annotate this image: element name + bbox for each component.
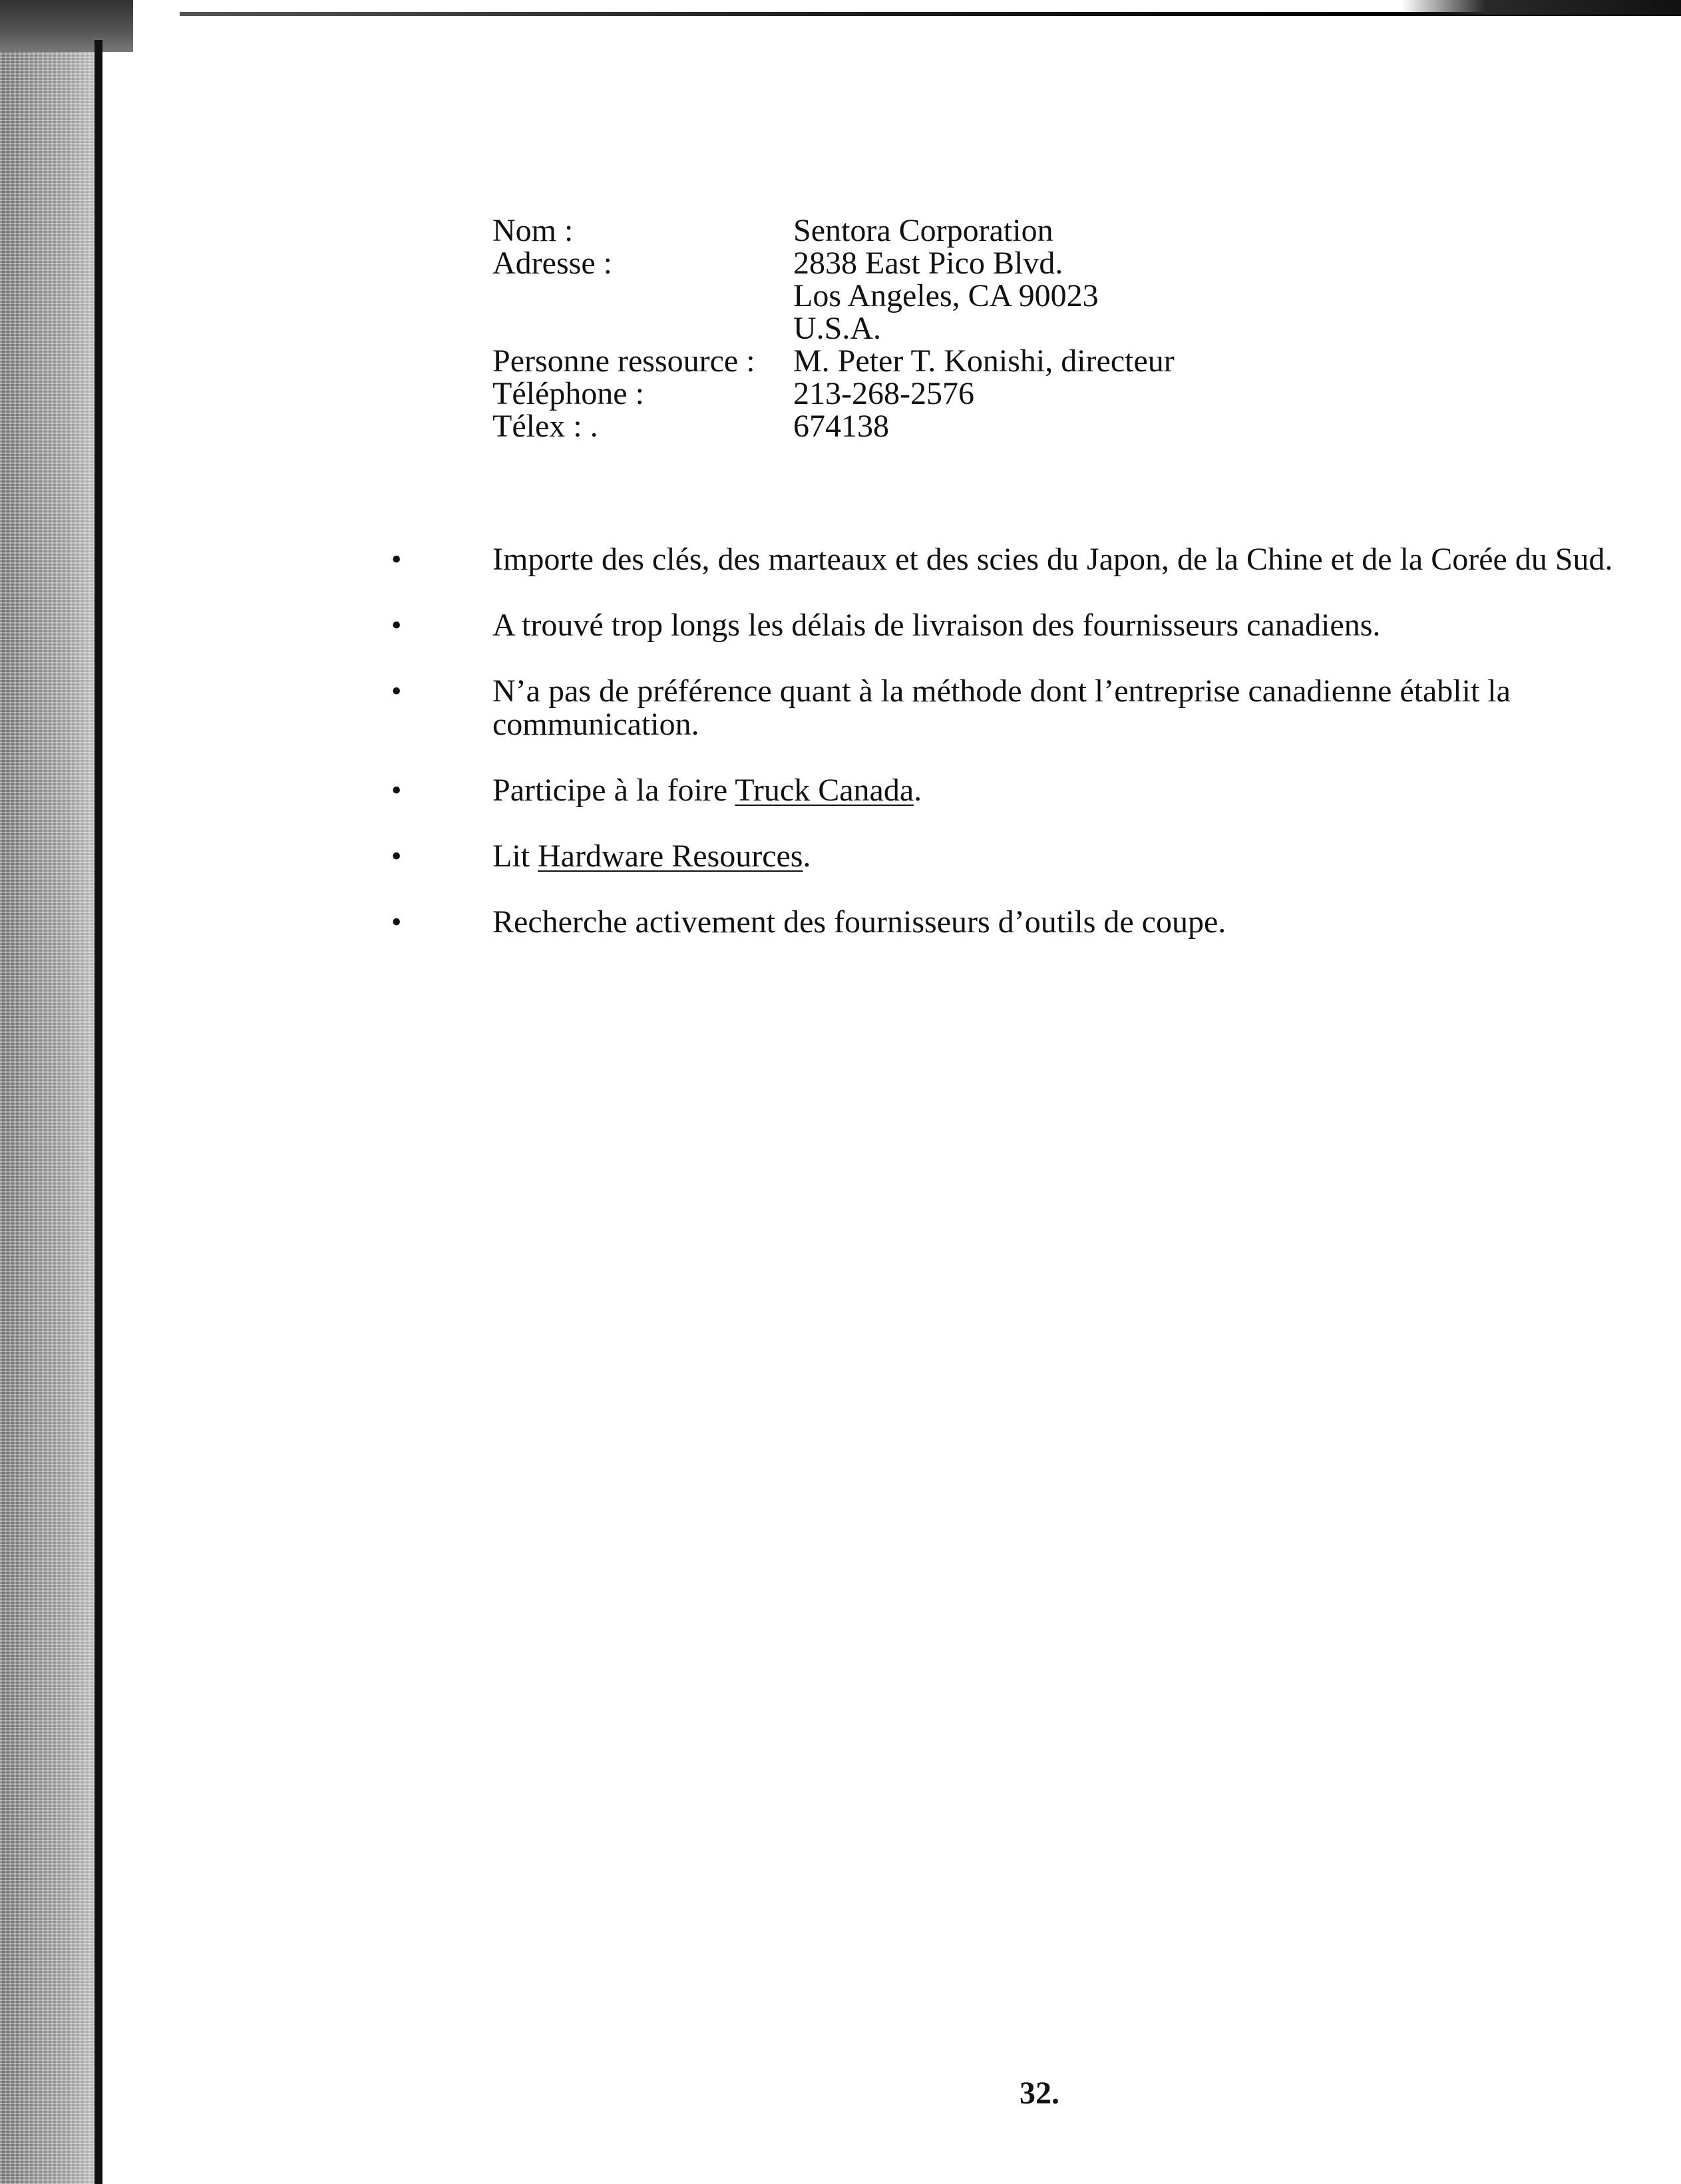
contact-value: U.S.A.	[793, 311, 882, 346]
list-item	[391, 543, 1672, 576]
contact-label	[492, 312, 793, 345]
bullet-text: Importe des clés, des marteaux et des scies du Japon, de la Chine et de la Corée du Sud.	[492, 542, 1613, 577]
contact-value: 674138	[793, 409, 889, 444]
list-item	[391, 774, 1672, 807]
bullet-marker: •	[391, 906, 402, 938]
bullet-text: N’a pas de préférence quant à la méthode dont l’entreprise canadienne établit la communication.	[492, 673, 1511, 742]
trade-show-name: Truck Canada	[735, 773, 914, 808]
contact-label: Téléphone :	[492, 376, 644, 411]
contact-label: Adresse :	[492, 246, 612, 281]
page-number: 32.	[1020, 2076, 1059, 2111]
list-item	[391, 840, 1672, 873]
list-item	[391, 675, 1672, 741]
contact-label: Télex : .	[492, 409, 598, 444]
bullet-marker: •	[391, 774, 402, 807]
contact-value: Los Angeles, CA 90023	[793, 278, 1099, 313]
list-item	[391, 609, 1672, 642]
contact-block	[492, 214, 1175, 443]
bullet-marker: •	[391, 609, 402, 641]
contact-row-telex	[492, 410, 1175, 443]
scan-edge-line	[94, 40, 102, 2184]
contact-row-person	[492, 345, 1175, 377]
scan-edge	[0, 0, 100, 2184]
contact-value: M. Peter T. Konishi, directeur	[793, 343, 1175, 379]
contact-row-address-country	[492, 312, 1175, 345]
contact-row-address-city	[492, 279, 1175, 312]
contact-row-address	[492, 247, 1175, 279]
bullet-text: Recherche activement des fournisseurs d’outils de coupe.	[492, 904, 1226, 940]
bullet-text-prefix: Lit	[492, 838, 538, 874]
bullet-text-suffix: .	[803, 838, 811, 874]
publication-name: Hardware Resources	[538, 838, 803, 874]
bullet-list	[391, 543, 1672, 972]
contact-value: Sentora Corporation	[793, 213, 1053, 248]
contact-value: 213-268-2576	[793, 376, 974, 411]
bullet-marker: •	[391, 840, 402, 872]
bullet-marker: •	[391, 675, 402, 707]
contact-row-phone	[492, 377, 1175, 410]
bullet-text	[492, 840, 1672, 873]
bullet-text: A trouvé trop longs les délais de livraison des fournisseurs canadiens.	[492, 608, 1381, 643]
bullet-marker: •	[391, 543, 402, 576]
scan-top-corner	[0, 0, 133, 52]
bullet-text-suffix: .	[914, 773, 922, 808]
contact-value: 2838 East Pico Blvd.	[793, 246, 1063, 281]
contact-label: Personne ressource :	[492, 343, 755, 379]
bullet-text-prefix: Participe à la foire	[492, 773, 735, 808]
top-rule-shadow	[1401, 0, 1681, 15]
bullet-text	[492, 774, 1672, 807]
contact-label	[492, 279, 793, 312]
list-item	[391, 906, 1672, 939]
contact-row-name	[492, 214, 1175, 247]
contact-label: Nom :	[492, 213, 574, 248]
